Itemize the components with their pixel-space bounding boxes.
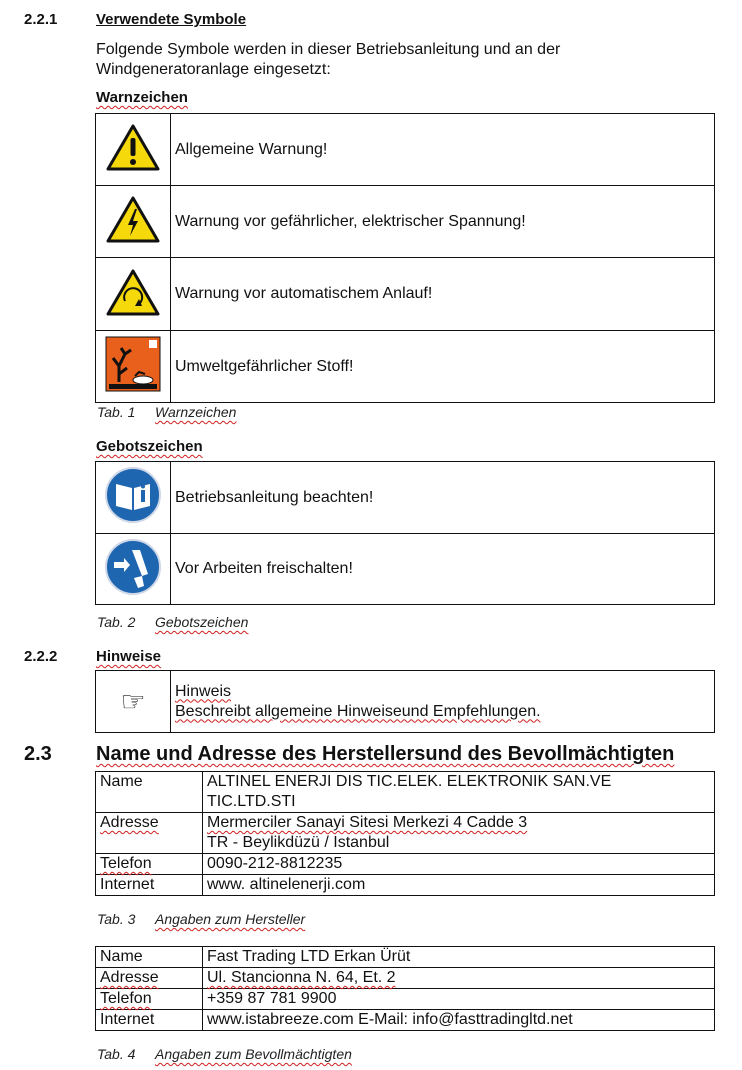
field-label: Telefon xyxy=(96,989,203,1010)
table-row xyxy=(96,947,715,968)
representative-table xyxy=(95,946,715,1031)
field-value: TR - Beylikdüzü / Istanbul xyxy=(207,834,390,851)
mandatory-text: Betriebsanleitung beachten! xyxy=(171,462,715,534)
table-row xyxy=(96,875,715,896)
warning-text: Allgemeine Warnung! xyxy=(171,114,715,186)
table-row xyxy=(96,258,715,331)
field-value: Fast Trading LTD Erkan Ürüt xyxy=(203,947,715,968)
field-label: Name xyxy=(96,947,203,968)
automatic-start-warning-icon xyxy=(96,258,171,331)
table-row xyxy=(96,534,715,605)
field-value: Mermerciler Sanayi Sitesi Merkezi 4 Cadde 3 xyxy=(207,814,528,831)
table-row xyxy=(96,1010,715,1031)
field-label: Internet xyxy=(96,1010,203,1031)
field-value: ALTINEL ENERJI DIS TIC.ELEK. ELEKTRONIK SAN.VE xyxy=(207,773,612,790)
section-title: Hinweise xyxy=(96,648,162,665)
environmental-hazard-icon xyxy=(96,331,171,403)
warning-signs-table xyxy=(95,113,715,403)
warning-text: Warnung vor gefährlicher, elektrischer Spannung! xyxy=(171,186,715,258)
table-row xyxy=(96,331,715,403)
section-number: 2.3 xyxy=(24,743,52,765)
table-row xyxy=(96,813,715,854)
table-row xyxy=(96,462,715,534)
field-value: www.istabreeze.com E-Mail: info@fasttradingltd.net xyxy=(203,1010,715,1031)
warning-signs-heading: Warnzeichen xyxy=(96,89,188,106)
field-value: TIC.LTD.STI xyxy=(207,793,296,810)
read-manual-icon xyxy=(96,462,171,534)
table-caption: Tab. 3 Angaben zum Hersteller xyxy=(97,911,306,927)
hint-text: Beschreibt allgemeine Hinweiseund Empfehlungen. xyxy=(175,702,541,720)
intro-line-2: Windgeneratoranlage eingesetzt: xyxy=(96,61,331,78)
warning-text: Umweltgefährlicher Stoff! xyxy=(171,331,715,403)
manufacturer-table xyxy=(95,771,715,896)
table-caption: Tab. 1 Warnzeichen xyxy=(97,404,237,420)
exclamation-warning-icon xyxy=(96,114,171,186)
pointing-hand-icon: ☞ xyxy=(96,671,171,733)
table-caption: Tab. 4 Angaben zum Bevollmächtigten xyxy=(97,1046,352,1062)
table-row xyxy=(96,772,715,813)
field-label: Adresse xyxy=(96,813,203,854)
section-number: 2.2.2 xyxy=(24,648,58,665)
table-row xyxy=(96,114,715,186)
field-value: www. altinelenerji.com xyxy=(203,875,715,896)
field-label: Name xyxy=(96,772,203,813)
field-label: Adresse xyxy=(96,968,203,989)
intro-line-1: Folgende Symbole werden in dieser Betriebsanleitung und an der xyxy=(96,41,561,58)
section-number: 2.2.1 xyxy=(24,11,58,28)
table-row xyxy=(96,968,715,989)
hint-table xyxy=(95,670,715,733)
high-voltage-warning-icon xyxy=(96,186,171,258)
field-label: Internet xyxy=(96,875,203,896)
table-row xyxy=(96,989,715,1010)
field-value: 0090-212-8812235 xyxy=(203,854,715,875)
field-label: Telefon xyxy=(96,854,203,875)
mandatory-signs-table xyxy=(95,461,715,605)
hint-title: Hinweis xyxy=(175,682,232,700)
mandatory-signs-heading: Gebotszeichen xyxy=(96,438,203,455)
mandatory-text: Vor Arbeiten freischalten! xyxy=(171,534,715,605)
warning-text: Warnung vor automatischem Anlauf! xyxy=(171,258,715,331)
section-title: Name und Adresse des Herstellersund des Bevollmächtigten xyxy=(96,743,675,765)
table-row xyxy=(96,671,715,733)
table-caption: Tab. 2 Gebotszeichen xyxy=(97,614,249,630)
field-value: +359 87 781 9900 xyxy=(203,989,715,1010)
table-row xyxy=(96,854,715,875)
field-value: Ul. Stancionna N. 64, Et. 2 xyxy=(203,968,715,989)
section-title: Verwendete Symbole xyxy=(96,11,247,28)
disconnect-before-work-icon xyxy=(96,534,171,605)
table-row xyxy=(96,186,715,258)
